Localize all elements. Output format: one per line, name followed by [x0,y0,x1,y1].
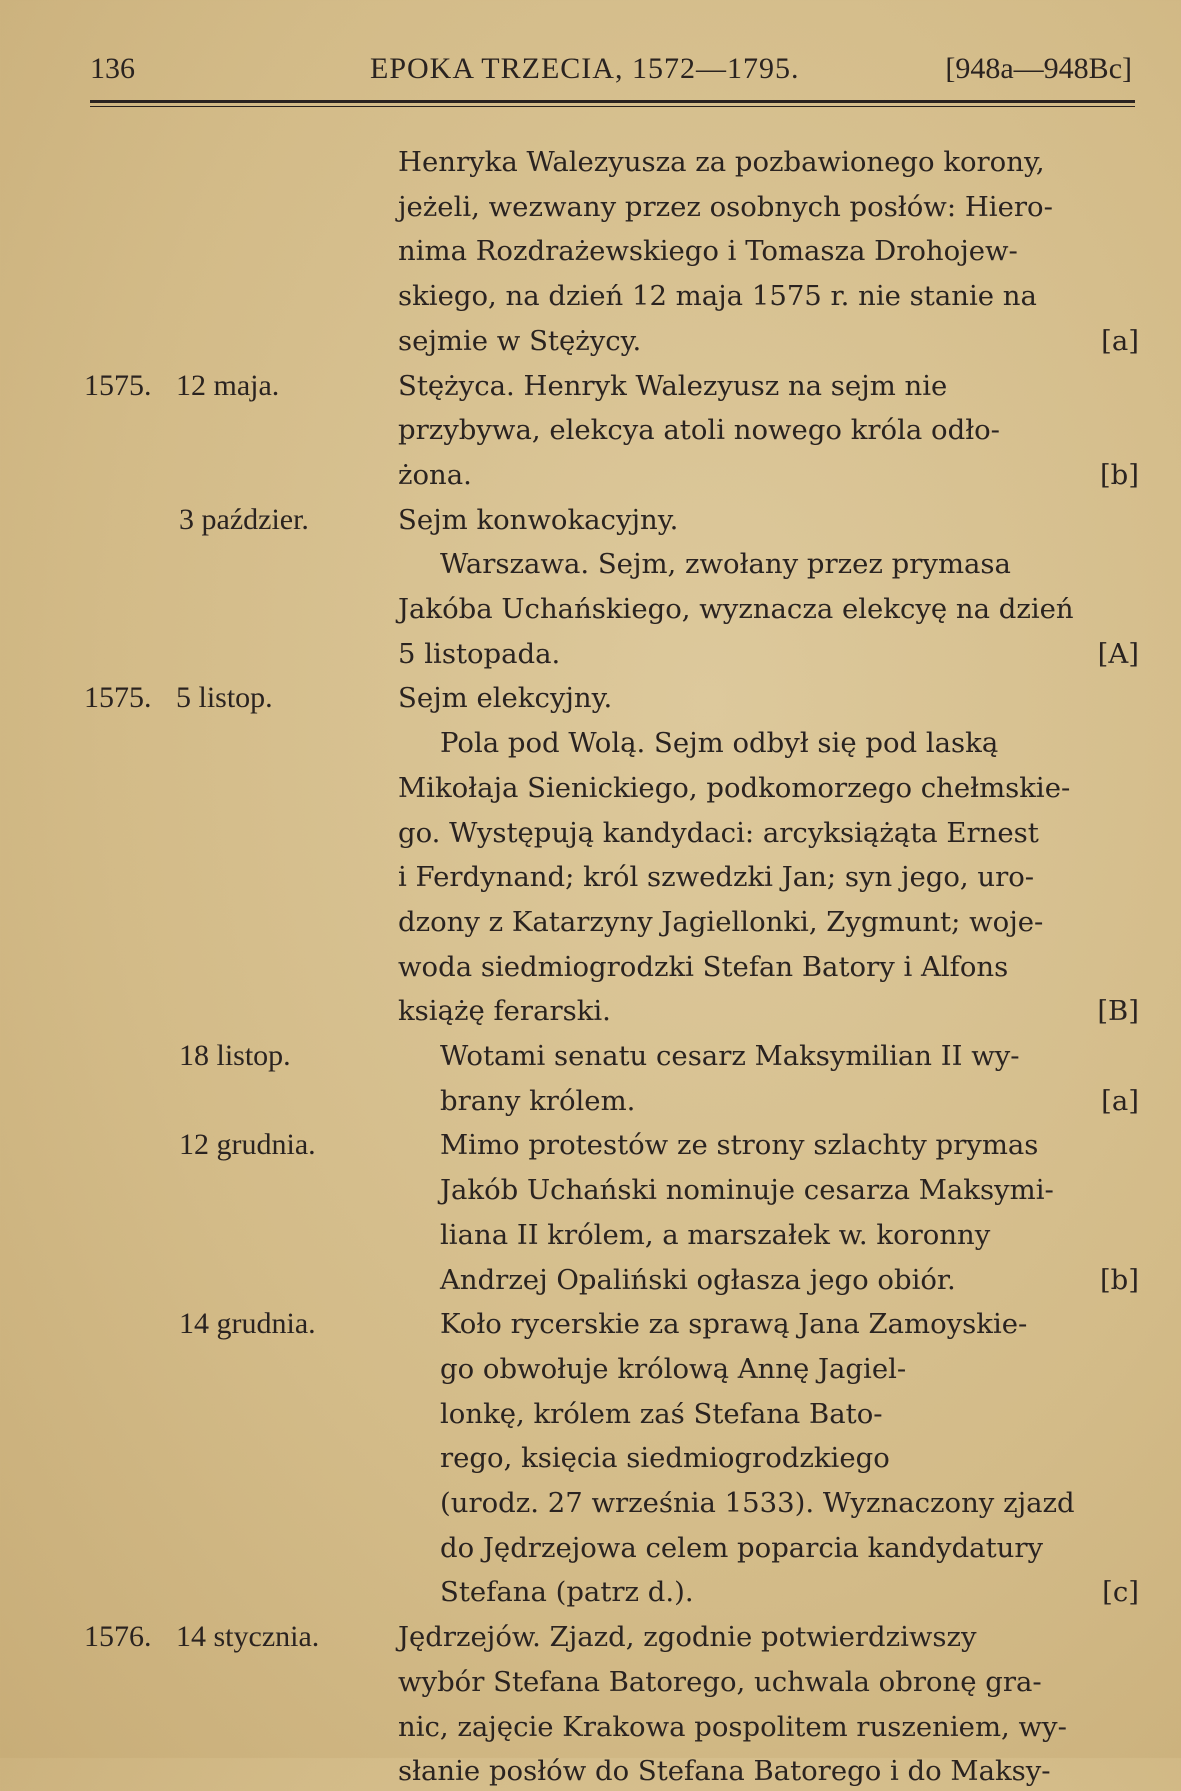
line-text: lonkę, królem zaś Stefana Bato- [440,1397,883,1430]
line-text: do Jędrzejowa celem poparcia kandydatury [440,1531,1044,1564]
entry-range: [948a—948Bc] [945,52,1132,85]
header-rule-thin [90,106,1135,107]
line-text: Wotami senatu cesarz Maksymilian II wy- [440,1040,1020,1072]
line-text: Sejm konwokacyjny. [398,503,679,536]
date-day-month: 5 listop. [176,681,273,715]
date-year: 1575. [84,368,152,402]
date-day-month: 12 grudnia. [179,1128,316,1162]
line-text: nic, zajęcie Krakowa pospolitem ruszeniem, wy- [398,1710,1067,1743]
line-text: (urodz. 27 września 1533). Wyznaczony zjazd [440,1487,1075,1519]
line-text: Andrzej Opaliński ogłasza jego obiór. [440,1263,956,1296]
line-text: przybywa, elekcya atoli nowego króla odło- [398,414,1000,447]
line-text: i Ferdynand; król szwedzki Jan; syn jego, uro- [398,861,1035,894]
line-text: książę ferarski. [398,995,611,1028]
line-text: 5 listopada. [398,637,561,670]
line-text: słanie posłów do Stefana Batorego i do Maksy- [398,1755,1051,1788]
date-day-month: 18 listop. [179,1039,291,1072]
line-text: dzony z Katarzyny Jagiellonki, Zygmunt; woje- [398,905,1044,938]
line-text: go. Występują kandydaci: arcyksiążąta Ernest [398,816,1039,849]
source-reference: [b] [1099,1263,1139,1296]
line-text: Warszawa. Sejm, zwołany przez prymasa [440,548,1011,581]
line-text: skiego, na dzień 12 maja 1575 r. nie stanie na [398,280,1037,313]
line-text: sejmie w Stężycy. [398,324,642,357]
source-reference: [b] [1099,458,1139,491]
line-text: brany królem. [440,1084,636,1117]
line-text: Jakóba Uchańskiego, wyznacza elekcyę na dzień [398,593,1074,625]
line-text: Jakób Uchański nominuje cesarza Maksymi- [440,1174,1054,1207]
line-text: Mimo protestów ze strony szlachty prymas [440,1129,1039,1162]
line-text: Koło rycerskie za sprawą Jana Zamoyskie- [440,1308,1028,1341]
line-text: go obwołuje królową Annę Jagiel- [440,1352,907,1385]
running-header [90,52,1140,102]
date-day-month: 12 maja. [176,368,280,402]
line-text: nima Rozdrażewskiego i Tomasza Drohojew- [398,235,1018,268]
running-title: EPOKA TRZECIA, 1572—1795. [370,52,800,85]
source-reference: [B] [1097,995,1139,1028]
date-day-month: 14 grudnia. [179,1307,316,1341]
line-text: wybór Stefana Batorego, uchwala obronę gra- [398,1665,1042,1698]
source-reference: [a] [1101,1084,1139,1117]
date-year: 1576. [84,1620,152,1654]
line-text: rego, księcia siedmiogrodzkiego [440,1442,890,1475]
line-text: Sejm elekcyjny. [398,682,613,715]
date-day-month: 3 paździer. [179,502,309,536]
source-reference: [a] [1101,324,1139,357]
line-text: Stefana (patrz d.). [440,1576,694,1609]
line-text: jeżeli, wezwany przez osobnych posłów: Hiero- [398,190,1053,223]
line-text: Mikołaja Sienickiego, podkomorzego chełmskie- [398,771,1071,804]
page-number: 136 [90,52,135,85]
header-rule [90,100,1135,103]
date-day-month: 14 stycznia. [176,1620,320,1654]
line-text: żona. [398,458,472,491]
line-text: woda siedmiogrodzki Stefan Batory i Alfons [398,950,1009,983]
line-text: Jędrzejów. Zjazd, zgodnie potwierdziwszy [398,1621,977,1654]
source-reference: [c] [1102,1576,1139,1609]
date-year: 1575. [84,681,152,715]
line-text: Henryka Walezyusza za pozbawionego korony, [398,146,1045,178]
source-reference: [A] [1097,637,1139,670]
line-text: Stężyca. Henryk Walezyusz na sejm nie [398,369,948,402]
line-text: Pola pod Wolą. Sejm odbył się pod laską [440,727,999,760]
line-text: liana II królem, a marszałek w. koronny [440,1218,991,1251]
